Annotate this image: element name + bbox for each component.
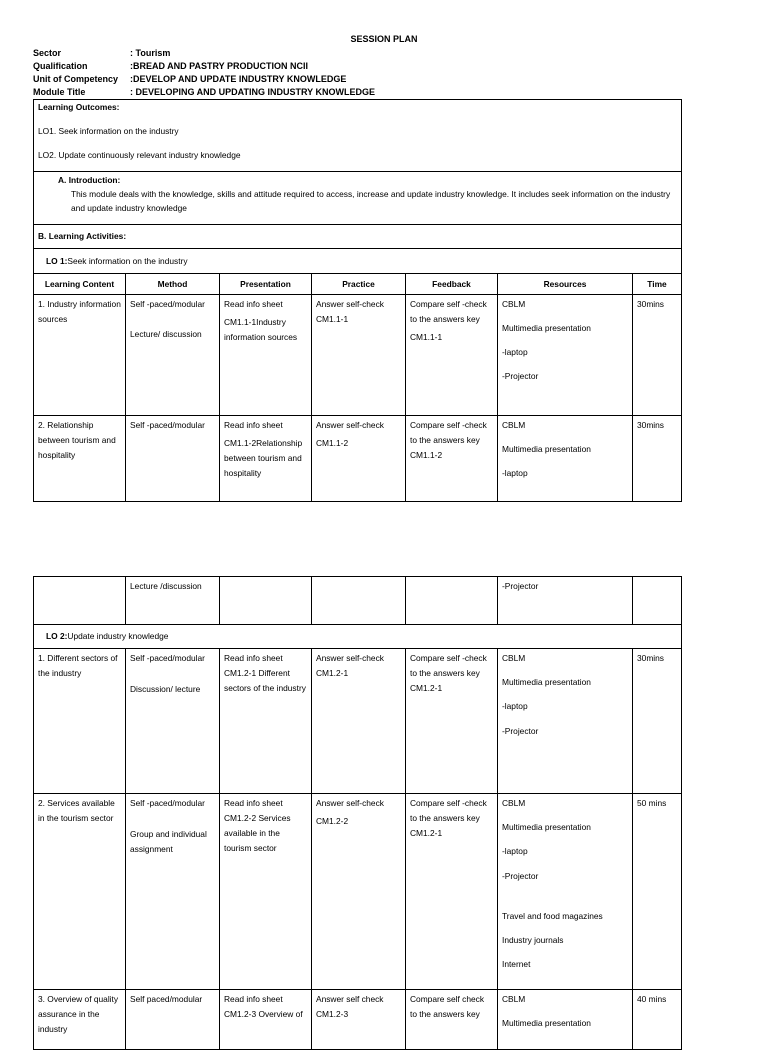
presentation-cell xyxy=(220,416,312,502)
resource-item: CBLM xyxy=(502,994,526,1004)
col-header: Resources xyxy=(498,274,633,295)
intro-text: This module deals with the knowledge, skills and attitude required to access, increase and update industry knowledge. It includes seek information on the industry and update industry knowledge xyxy=(71,189,671,213)
method-text: Lecture/ discussion xyxy=(130,329,202,339)
intro-cell xyxy=(34,172,682,225)
outcomes-cell xyxy=(34,100,682,172)
time-cell: 30mins xyxy=(633,416,682,502)
practice-text: Answer self-check xyxy=(316,798,384,808)
presentation-text: CM1.1-1Industry information sources xyxy=(224,317,298,342)
resources-cell xyxy=(498,295,633,416)
practice-text: CM1.2-2 xyxy=(316,816,349,826)
resources-cell xyxy=(498,416,633,502)
method-cell xyxy=(126,794,220,990)
header-row xyxy=(34,274,682,295)
table-row xyxy=(34,990,682,1050)
resources-cell xyxy=(498,649,633,794)
intro-title: A. Introduction: xyxy=(58,175,121,185)
resource-item: CBLM xyxy=(502,653,526,663)
practice-cell: Answer self check CM1.2-3 xyxy=(312,990,406,1050)
lo2-cell xyxy=(34,625,682,649)
method-text: Self -paced/modular xyxy=(130,798,205,808)
presentation-cell xyxy=(220,295,312,416)
header-meta xyxy=(33,47,375,99)
resource-item: -Projector xyxy=(502,871,539,881)
content-cell: 1. Different sectors of the industry xyxy=(34,649,126,794)
feedback-cell xyxy=(406,577,498,625)
resource-item: -laptop xyxy=(502,468,528,478)
resource-item: Multimedia presentation xyxy=(502,1018,591,1028)
method-cell xyxy=(126,649,220,794)
resource-item: CBLM xyxy=(502,798,526,808)
resources-cell xyxy=(498,794,633,990)
resource-item: -Projector xyxy=(502,371,539,381)
time-cell: 30mins xyxy=(633,295,682,416)
presentation-cell: Read info sheet CM1.2-3 Overview of xyxy=(220,990,312,1050)
presentation-cell xyxy=(220,577,312,625)
lo1-cell xyxy=(34,249,682,274)
meta-label: Module Title xyxy=(33,87,86,97)
meta-value: : DEVELOPING AND UPDATING INDUSTRY KNOWLEDGE xyxy=(130,87,376,97)
outcomes-row xyxy=(34,100,682,172)
session-plan-table-continued xyxy=(33,576,682,1050)
col-header: Presentation xyxy=(220,274,312,295)
resource-item: CBLM xyxy=(502,299,526,309)
resource-item: -laptop xyxy=(502,701,528,711)
feedback-text: CM1.1-1 xyxy=(410,332,443,342)
time-cell: 40 mins xyxy=(633,990,682,1050)
feedback-text: Compare self -check to the answers key xyxy=(410,299,487,324)
presentation-text: Read info sheet xyxy=(224,299,283,309)
feedback-cell: Compare self -check to the answers key CM1.2-1 xyxy=(406,794,498,990)
table-row xyxy=(34,295,682,416)
meta-unit xyxy=(33,73,375,86)
col-header: Practice xyxy=(312,274,406,295)
table-row xyxy=(34,577,682,625)
feedback-cell: Compare self -check to the answers key CM1.1-2 xyxy=(406,416,498,502)
practice-cell xyxy=(312,577,406,625)
presentation-text: CM1.1-2Relationship between tourism and hospitality xyxy=(224,438,303,478)
resource-item: Multimedia presentation xyxy=(502,822,591,832)
feedback-cell: Compare self -check to the answers key CM1.2-1 xyxy=(406,649,498,794)
practice-text: CM1.1-2 xyxy=(316,438,349,448)
lo2-row xyxy=(34,625,682,649)
lo1-row xyxy=(34,249,682,274)
lo1-outcome: LO1. Seek information on the industry xyxy=(38,126,179,136)
activities-row xyxy=(34,225,682,249)
meta-qualification xyxy=(33,60,375,73)
lo1-label: LO 1: xyxy=(46,255,68,266)
lo2-outcome: LO2. Update continuously relevant industry knowledge xyxy=(38,150,241,160)
meta-label: Qualification xyxy=(33,61,88,71)
meta-label: Unit of Competency xyxy=(33,74,119,84)
meta-module xyxy=(33,86,375,99)
resource-item: -Projector xyxy=(502,726,539,736)
document-title: SESSION PLAN xyxy=(350,34,418,44)
activities-title: B. Learning Activities: xyxy=(34,225,682,249)
col-header: Feedback xyxy=(406,274,498,295)
presentation-cell: Read info sheet CM1.2-2 Services available in the tourism sector xyxy=(220,794,312,990)
method-cell xyxy=(126,295,220,416)
practice-cell xyxy=(312,416,406,502)
outcomes-title: Learning Outcomes: xyxy=(38,102,120,112)
meta-value: : Tourism xyxy=(130,48,171,58)
col-header: Learning Content xyxy=(34,274,126,295)
time-cell: 50 mins xyxy=(633,794,682,990)
feedback-cell xyxy=(406,295,498,416)
table-row xyxy=(34,794,682,990)
resources-cell: -Projector xyxy=(498,577,633,625)
practice-text: Answer self-check xyxy=(316,420,384,430)
resource-item: Internet xyxy=(502,959,531,969)
time-cell xyxy=(633,577,682,625)
content-cell: 2. Relationship between tourism and hospitality xyxy=(34,416,126,502)
method-text: Self -paced/modular xyxy=(130,299,205,309)
content-cell xyxy=(34,577,126,625)
lo1-text: Seek information on the industry xyxy=(67,255,188,266)
lo2-label: LO 2: xyxy=(46,631,68,641)
intro-row xyxy=(34,172,682,225)
method-cell: Self paced/modular xyxy=(126,990,220,1050)
table-row xyxy=(34,649,682,794)
meta-value: :DEVELOP AND UPDATE INDUSTRY KNOWLEDGE xyxy=(130,74,347,84)
practice-cell: Answer self-check CM1.1-1 xyxy=(312,295,406,416)
meta-sector xyxy=(33,47,375,60)
practice-cell xyxy=(312,794,406,990)
method-cell: Lecture /discussion xyxy=(126,577,220,625)
resource-item: -laptop xyxy=(502,846,528,856)
resource-item: Multimedia presentation xyxy=(502,677,591,687)
content-cell: 3. Overview of quality assurance in the industry xyxy=(34,990,126,1050)
presentation-cell: Read info sheet CM1.2-1 Different sectors of the industry xyxy=(220,649,312,794)
content-cell: 1. Industry information sources xyxy=(34,295,126,416)
meta-value: :BREAD AND PASTRY PRODUCTION NCII xyxy=(130,61,309,71)
practice-cell: Answer self-check CM1.2-1 xyxy=(312,649,406,794)
method-text: Self -paced/modular xyxy=(130,653,205,663)
content-cell: 2. Services available in the tourism sector xyxy=(34,794,126,990)
table-row xyxy=(34,416,682,502)
resource-item: CBLM xyxy=(502,420,526,430)
col-header: Time xyxy=(633,274,682,295)
resources-cell xyxy=(498,990,633,1050)
method-cell: Self -paced/modular xyxy=(126,416,220,502)
resource-item: Industry journals xyxy=(502,935,564,945)
method-text: Group and individual assignment xyxy=(130,829,207,854)
presentation-text: Read info sheet xyxy=(224,420,283,430)
col-header: Method xyxy=(126,274,220,295)
resource-item: -laptop xyxy=(502,347,528,357)
feedback-cell: Compare self check to the answers key xyxy=(406,990,498,1050)
resource-item: Multimedia presentation xyxy=(502,323,591,333)
session-plan-table xyxy=(33,99,682,502)
lo2-text: Update industry knowledge xyxy=(67,631,169,641)
resource-item: Travel and food magazines xyxy=(502,911,603,921)
method-text: Discussion/ lecture xyxy=(130,684,201,694)
resource-item: Multimedia presentation xyxy=(502,444,591,454)
time-cell: 30mins xyxy=(633,649,682,794)
meta-label: Sector xyxy=(33,48,62,58)
